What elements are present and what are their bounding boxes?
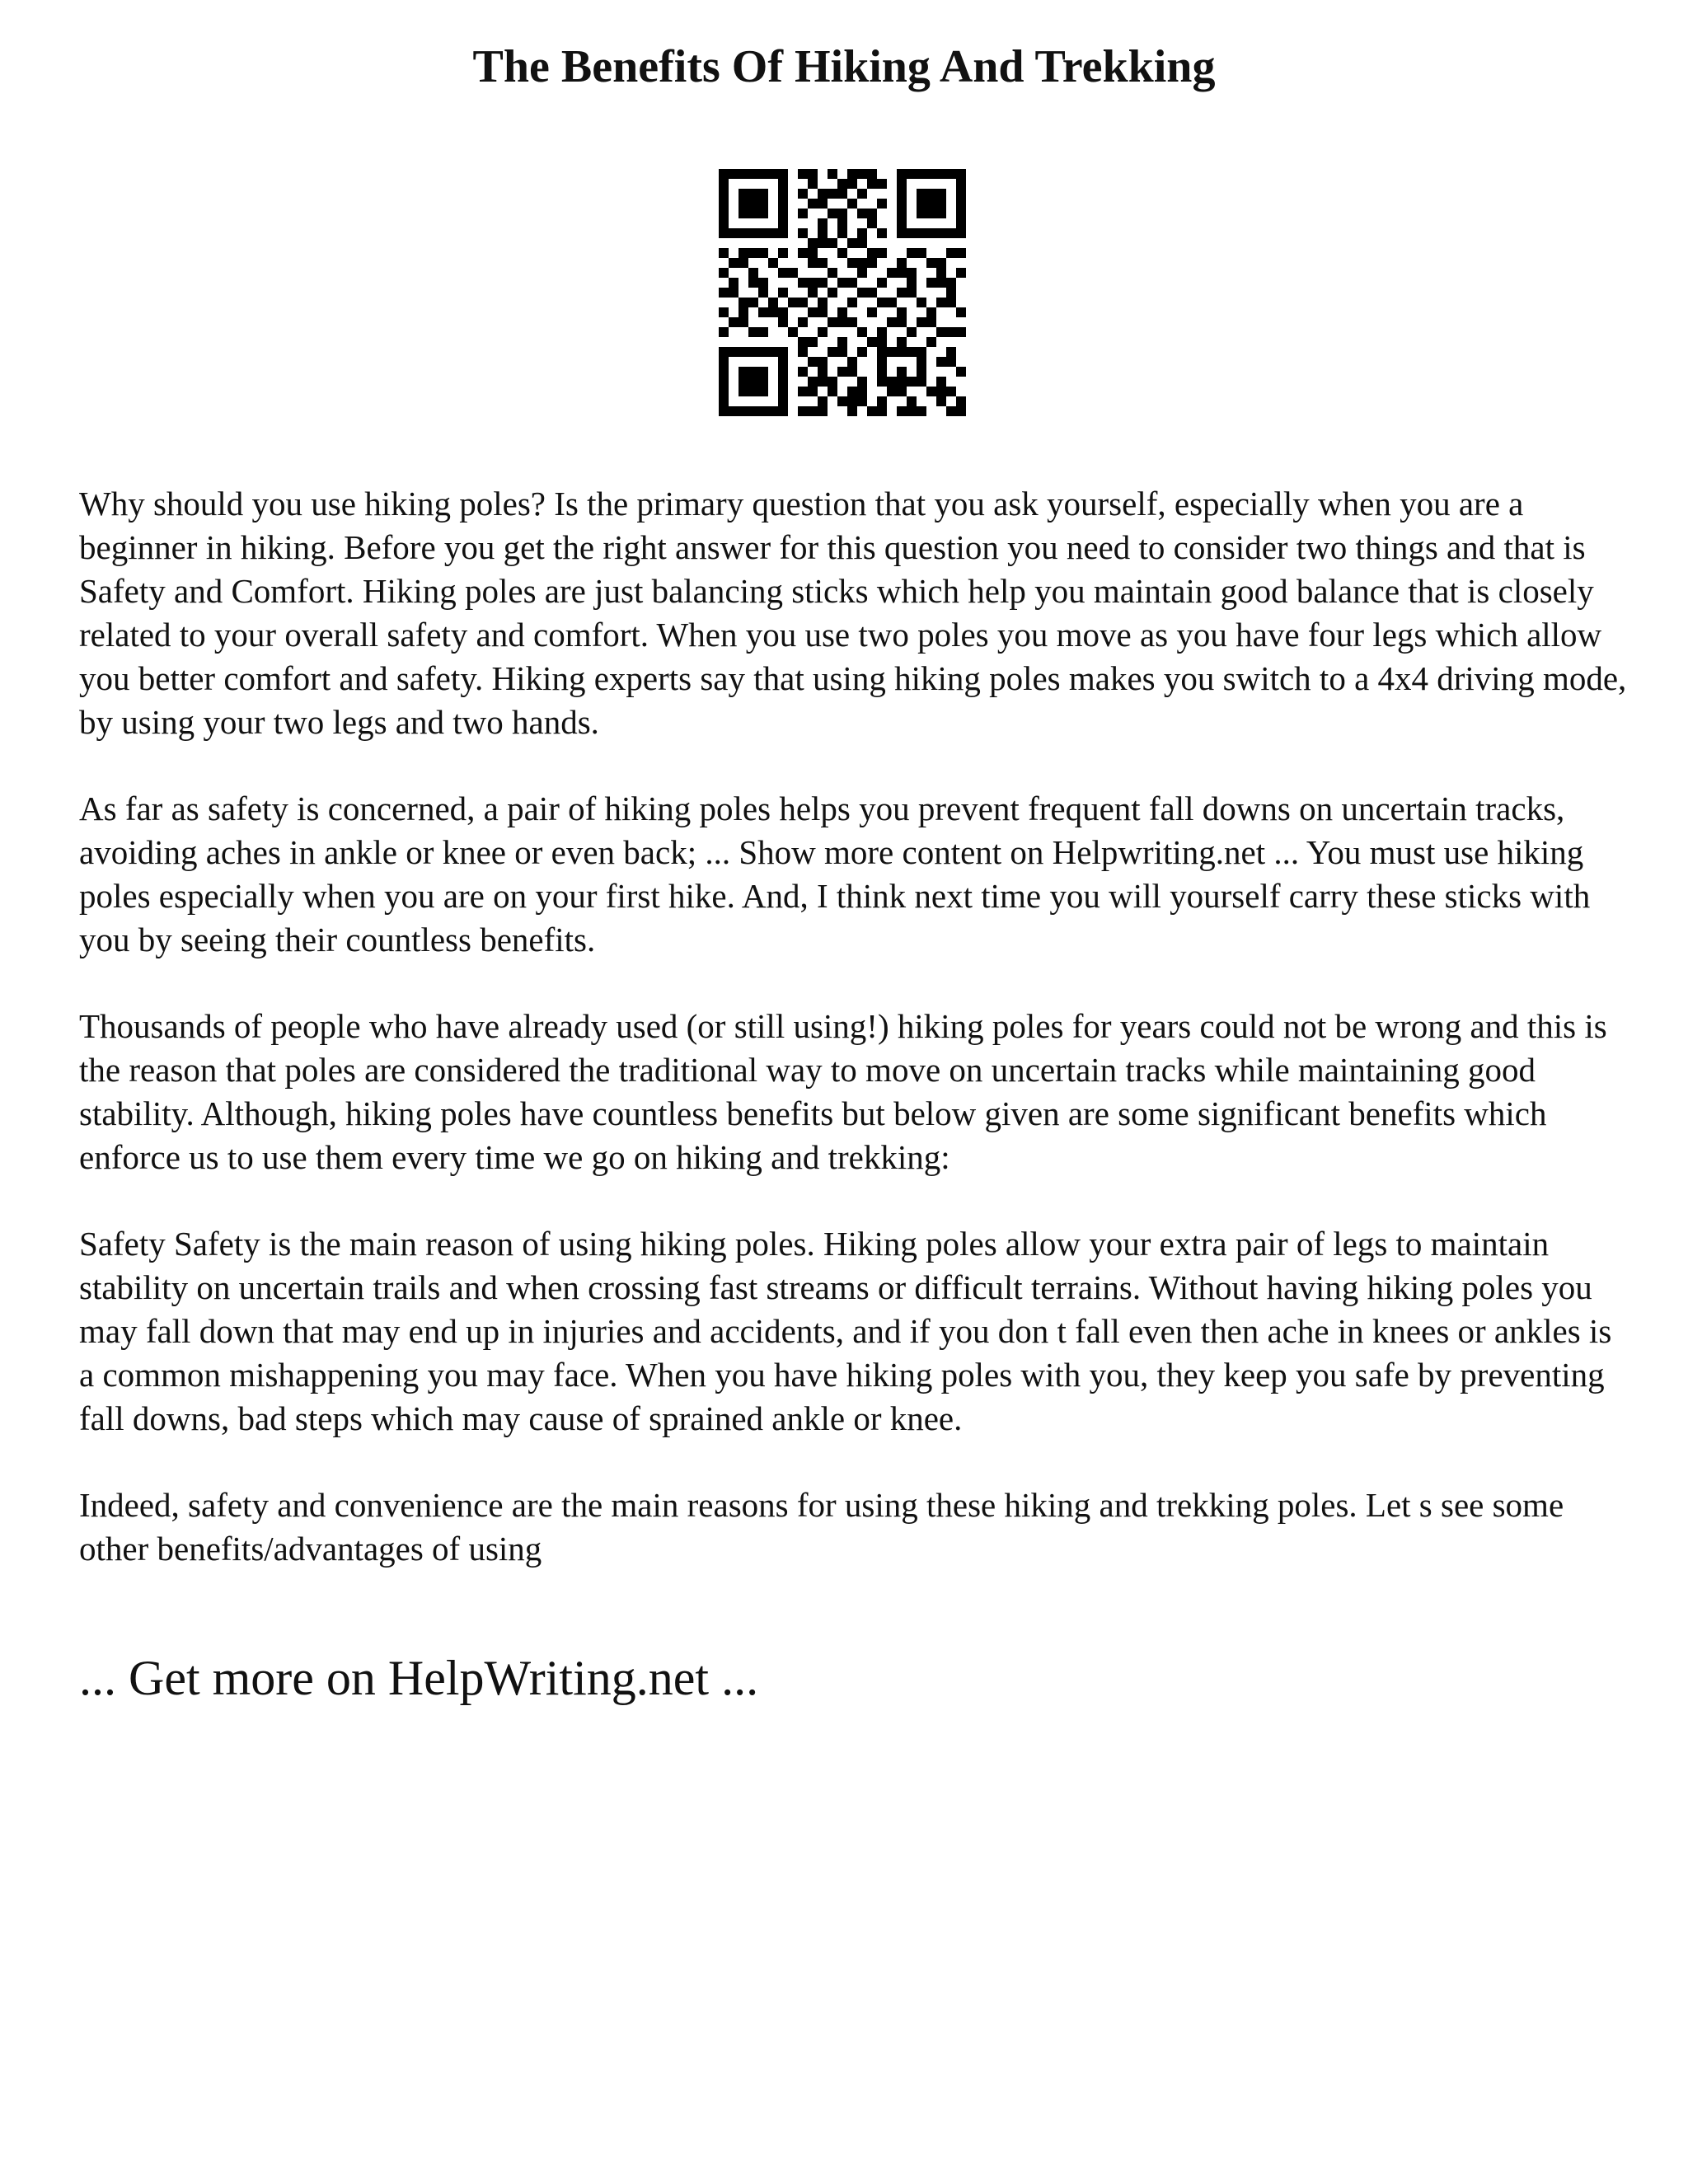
paragraph-5: Indeed, safety and convenience are the main reasons for using these hiking and trekking poles. Let s see some other benefits/advantages of using [79, 1486, 1564, 1568]
paragraph-2: As far as safety is concerned, a pair of hiking poles helps you prevent frequent fall downs on uncertain tracks, avoiding aches in ankle or knee or even back; ... Show more content on Helpwriting.net ... You must use hiking poles especially when you are on your first hike. And, I think next time you will yourself carry these sticks with you by seeing their countless benefits. [79, 790, 1591, 958]
paragraph-1: Why should you use hiking poles? Is the primary question that you ask yourself, especially when you are a beginner in hiking. Before you get the right answer for this question you need to consider two things and that is Safety and Comfort. Hiking poles are just balancing sticks which help you maintain good balance that is closely related to your overall safety and comfort. When you use two poles you move as you have four legs which allow you better comfort and safety. Hiking experts say that using hiking poles makes you switch to a 4x4 driving mode, by using your two legs and two hands. [79, 485, 1627, 741]
qr-code-icon [719, 169, 966, 416]
get-more-link[interactable]: ... Get more on HelpWriting.net ... [79, 1651, 759, 1705]
paragraph-3: Thousands of people who have already used (or still using!) hiking poles for years could not be wrong and this is the reason that poles are considered the traditional way to move on uncertain tracks while maintaining good stability. Although, hiking poles have countless benefits but below given are some significant benefits which enforce us to use them every time we go on hiking and trekking: [79, 1007, 1607, 1176]
paragraph-4: Safety Safety is the main reason of using hiking poles. Hiking poles allow your extra pair of legs to maintain stability on uncertain trails and when crossing fast streams or difficult terrains. Without having hiking poles you may fall down that may end up in injuries and accidents, and if you don t fall even then ache in knees or ankles is a common mishappening you may face. When you have hiking poles with you, they keep you safe by preventing fall downs, bad steps which may cause of sprained ankle or knee. [79, 1225, 1612, 1437]
page-title: The Benefits Of Hiking And Trekking [472, 41, 1216, 92]
article-body [79, 482, 1629, 1614]
